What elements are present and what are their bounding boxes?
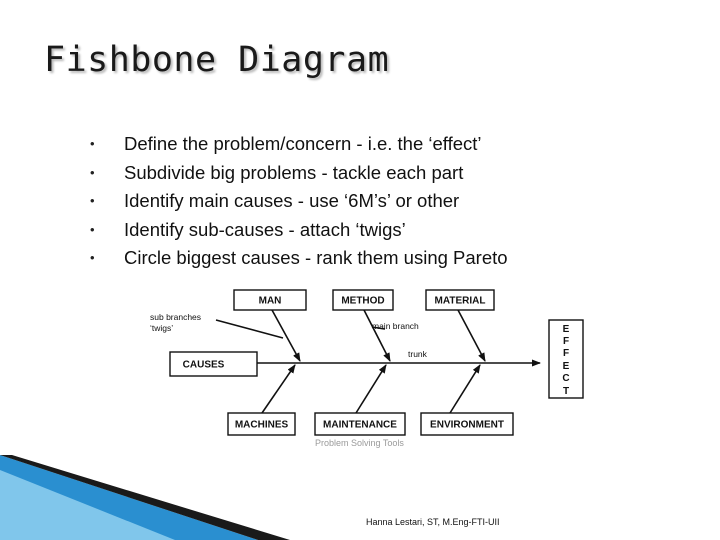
bullet-icon: • (90, 250, 95, 265)
effect-letter: C (562, 373, 570, 384)
twigs-label: ‘twigs’ (150, 323, 174, 333)
trunk-label: trunk (408, 349, 427, 359)
label-maintenance: MAINTENANCE (323, 419, 397, 431)
bullet-text: Circle biggest causes - rank them using Pareto (124, 247, 508, 268)
footer-text: Hanna Lestari, ST, M.Eng-FTI-UII (366, 517, 500, 527)
label-causes: CAUSES (182, 359, 225, 371)
bullet-icon: • (90, 164, 95, 180)
bullet-text: Subdivide big problems - tackle each part (124, 161, 464, 183)
effect-letter: E (562, 361, 570, 372)
slide-title: Fishbone Diagram (44, 40, 390, 80)
label-machines: MACHINES (234, 419, 289, 431)
bullet-text: Identify sub-causes - attach ‘twigs’ (124, 218, 406, 240)
diagram-caption: Problem Solving Tools (315, 438, 404, 448)
main-branch-label: main branch (372, 321, 419, 331)
effect-letter: F (562, 348, 570, 359)
effect-letter: E (562, 324, 570, 335)
bullet-icon: • (90, 193, 95, 208)
label-man: MAN (258, 295, 282, 307)
label-environment: ENVIRONMENT (430, 419, 504, 431)
effect-letter: T (562, 386, 570, 397)
bullet-text: Identify main causes - use ‘6M’s’ or other (124, 190, 460, 211)
bullet-icon: • (90, 221, 95, 237)
sub-branches-label: sub branches (150, 312, 202, 322)
bullet-icon: • (90, 136, 95, 151)
bullet-text: Define the problem/concern - i.e. the ‘effect’ (124, 133, 482, 154)
label-material: MATERIAL (434, 295, 486, 307)
label-method: METHOD (341, 295, 385, 307)
effect-letter: F (562, 336, 570, 347)
